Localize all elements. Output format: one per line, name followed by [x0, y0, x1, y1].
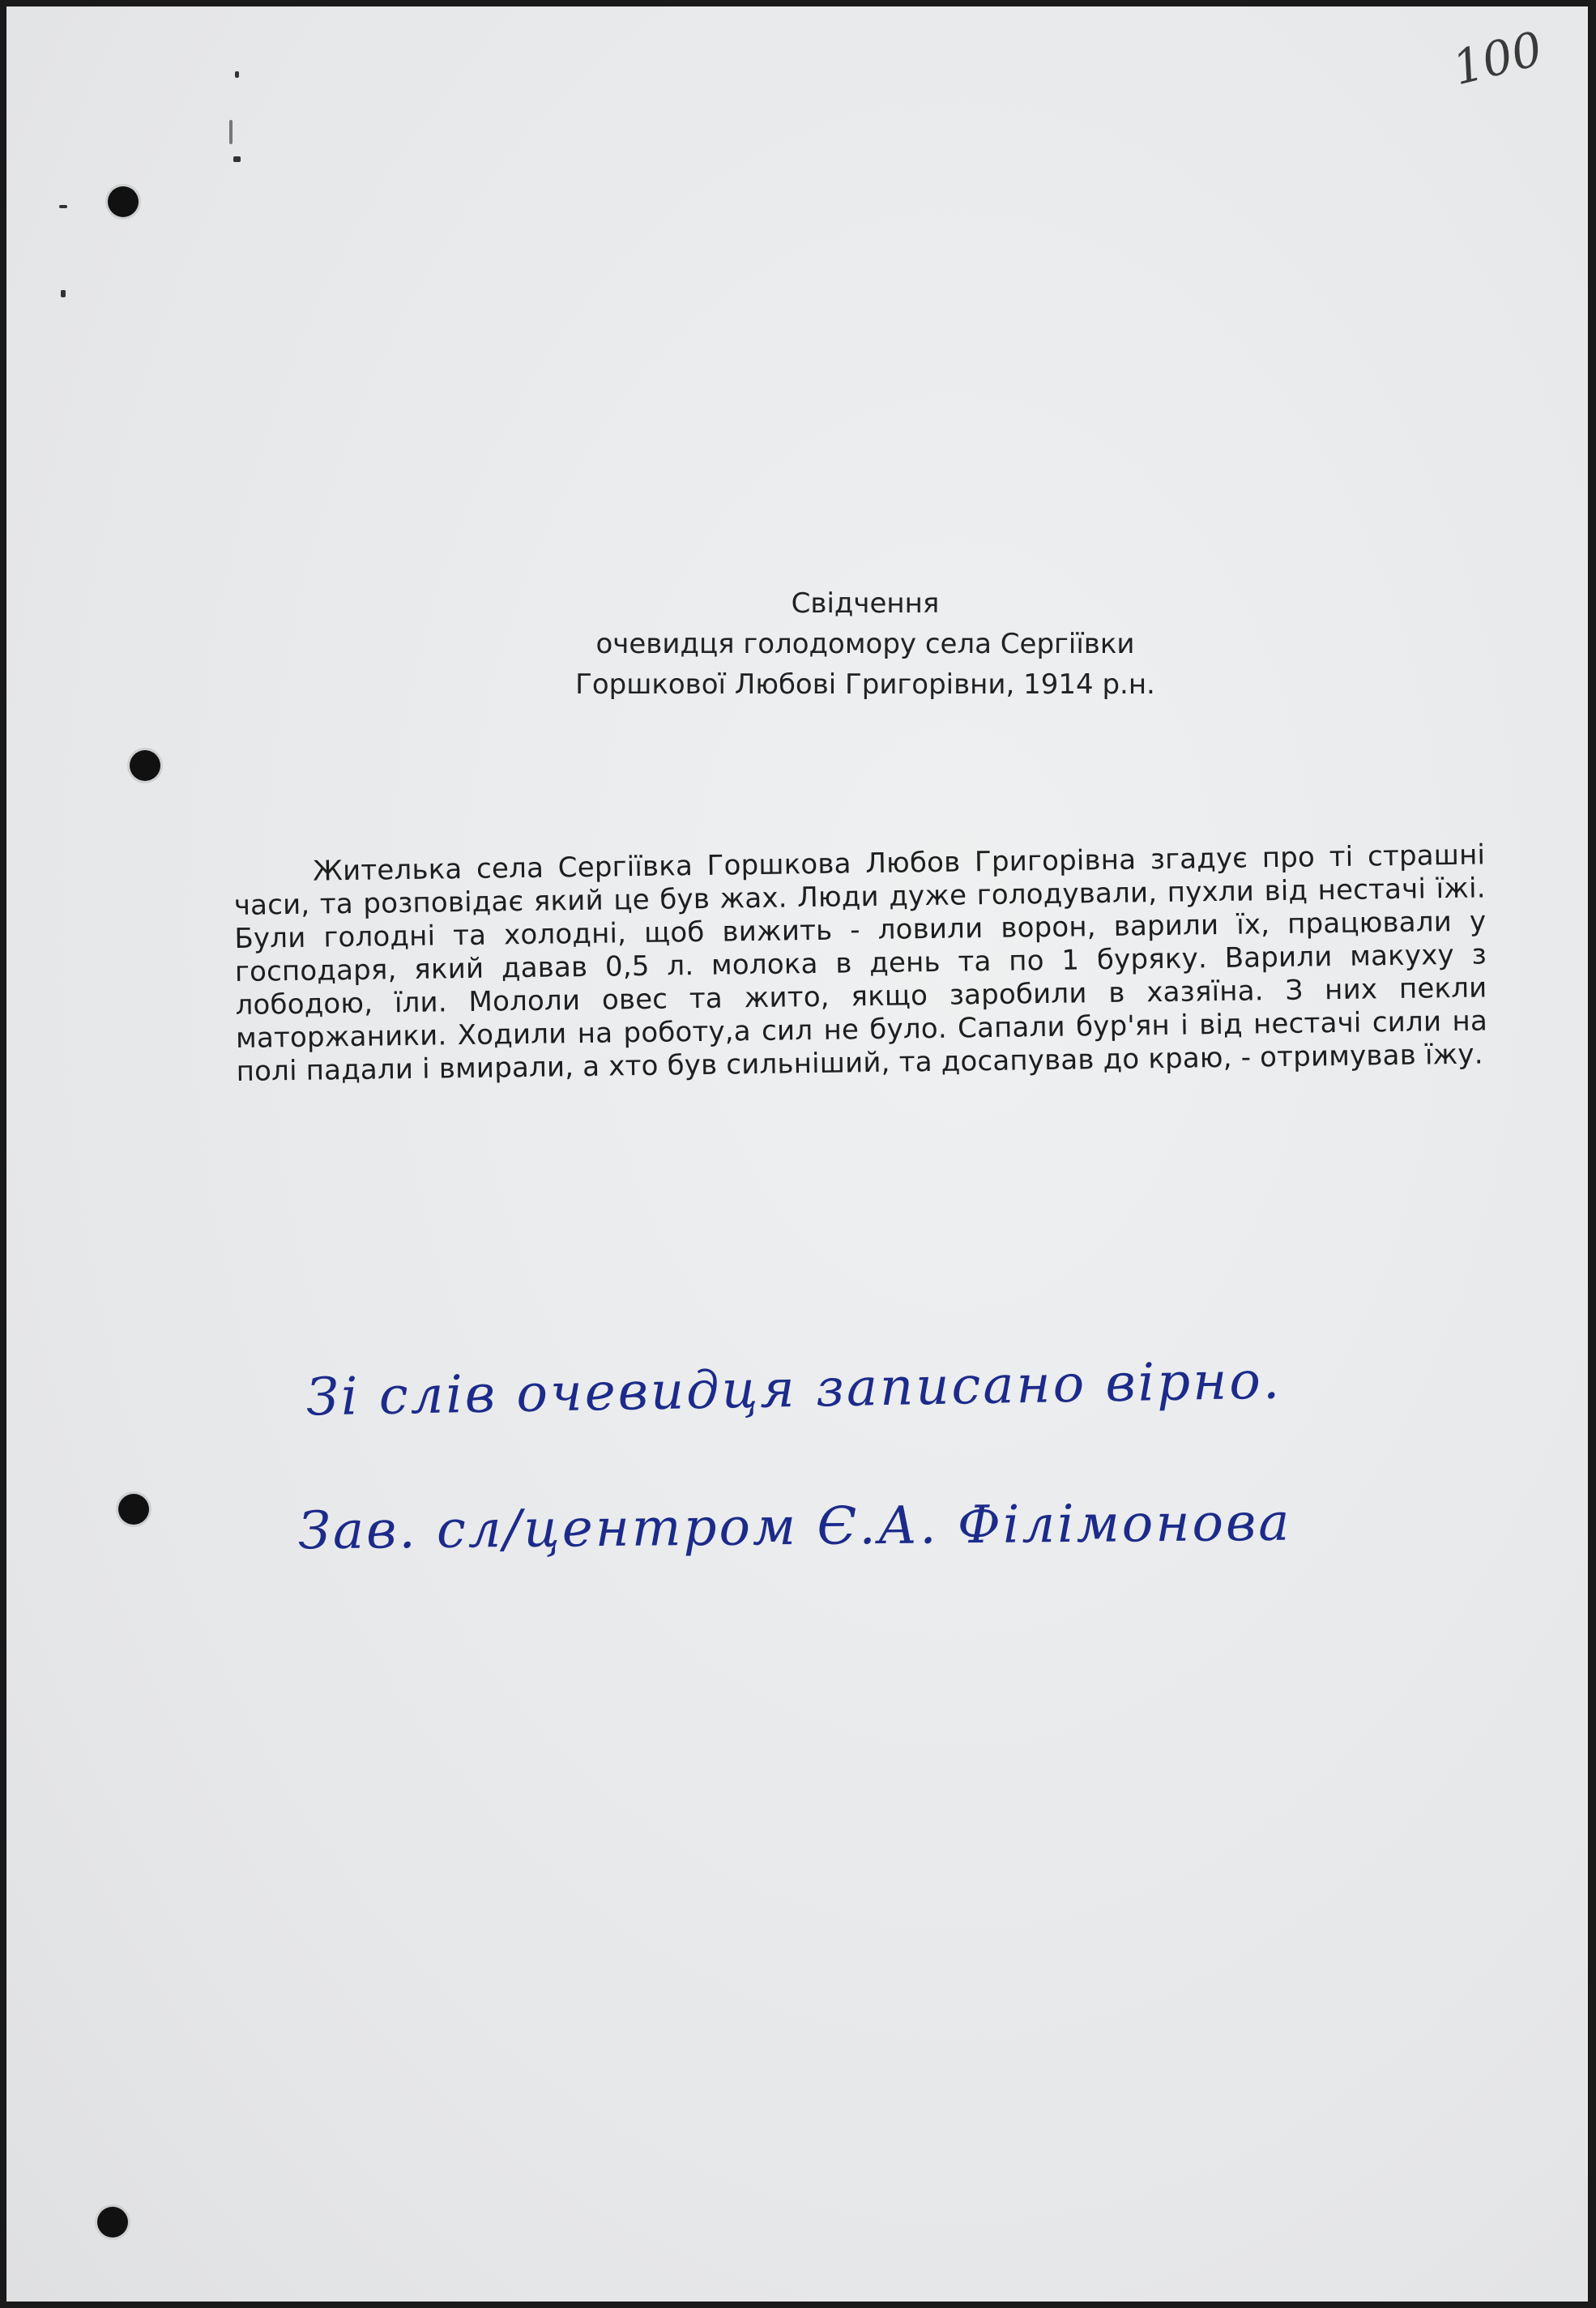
scan-speck	[229, 120, 233, 144]
punch-hole-2	[130, 750, 160, 781]
handwritten-signature-line: Зав. сл/центром Є.А. Філімонова	[297, 1492, 1292, 1562]
punch-hole-1	[108, 186, 139, 217]
handwritten-certification: Зі слів очевидця записано вірно.	[305, 1350, 1282, 1428]
title-line-1: Свідчення	[791, 587, 940, 620]
scan-speck	[235, 71, 239, 78]
scan-speck	[61, 290, 66, 297]
document-title	[250, 583, 1481, 705]
title-line-2: очевидця голодомору села Сергіївки	[595, 628, 1135, 660]
document-page	[6, 6, 1588, 2302]
punch-hole-3	[118, 1494, 149, 1525]
testimony-paragraph: Жителька села Сергіївка Горшкова Любов Григорівна згадує про ті страшні часи, та розповідає який це був жах. Люди дуже голодували, пухли від нестачі їжі. Були голодні та холодні, щоб вижить - ловили ворон, варили їх, працювали у господаря, який давав 0,5 л. молока в день та по 1 буряку. Варили макуху з лободою, їли. Мололи овес та жито, якщо заробили в хазяїна. З них пекли маторжаники. Ходили на роботу,а сил не було. Сапали бур'ян і від нестачі сили на полі падали і вмирали, а хто був сильніший, та досапував до краю, - отримував їжу.	[233, 838, 1488, 1088]
punch-hole-4	[97, 2207, 128, 2238]
page-number: 100	[1447, 20, 1548, 96]
scan-speck	[233, 156, 241, 162]
scan-speck	[59, 205, 67, 208]
title-line-3: Горшкової Любові Григорівни, 1914 р.н.	[575, 668, 1155, 701]
